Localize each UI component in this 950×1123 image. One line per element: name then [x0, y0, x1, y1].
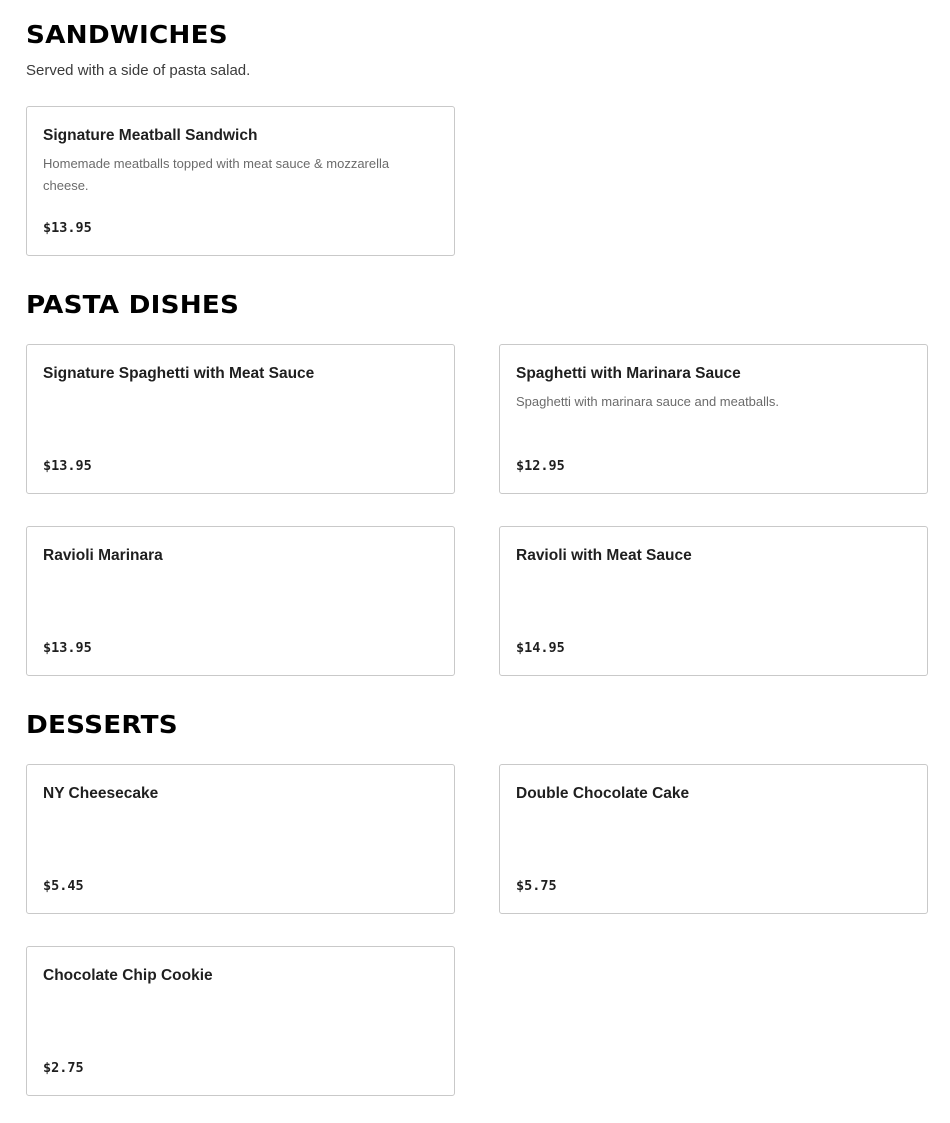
item-description: Homemade meatballs topped with meat sauce & mozzarella cheese.: [43, 156, 390, 193]
item-name: Double Chocolate Cake: [516, 785, 690, 802]
item-price: $14.95: [516, 640, 565, 656]
item-name: Signature Meatball Sandwich: [43, 127, 258, 144]
item-price: $5.75: [516, 878, 557, 894]
item-price: $12.95: [516, 458, 565, 474]
menu-item-card[interactable]: [499, 764, 928, 914]
item-price: $13.95: [43, 458, 92, 474]
item-name: Ravioli Marinara: [43, 547, 163, 564]
item-description: Spaghetti with marinara sauce and meatballs.: [516, 394, 780, 409]
item-price: $5.45: [43, 878, 84, 894]
item-name: Signature Spaghetti with Meat Sauce: [43, 365, 315, 382]
section-title-pasta-dishes: PASTA DISHES: [26, 290, 240, 319]
section-title-sandwiches: SANDWICHES: [26, 20, 228, 49]
menu-item-card[interactable]: [26, 106, 455, 256]
item-name: NY Cheesecake: [43, 785, 159, 802]
section-title-desserts: DESSERTS: [26, 710, 178, 739]
item-name: Chocolate Chip Cookie: [43, 967, 213, 984]
menu-item-card[interactable]: [499, 526, 928, 676]
section-subtitle-sandwiches: Served with a side of pasta salad.: [26, 62, 251, 79]
menu-item-card[interactable]: [26, 526, 455, 676]
menu-item-card[interactable]: [499, 344, 928, 494]
item-price: $2.75: [43, 1060, 84, 1076]
menu-item-card[interactable]: [26, 946, 455, 1096]
item-name: Spaghetti with Marinara Sauce: [516, 365, 741, 382]
menu-item-card[interactable]: [26, 344, 455, 494]
item-price: $13.95: [43, 640, 92, 656]
item-name: Ravioli with Meat Sauce: [516, 547, 692, 564]
item-price: $13.95: [43, 220, 92, 236]
menu-item-card[interactable]: [26, 764, 455, 914]
